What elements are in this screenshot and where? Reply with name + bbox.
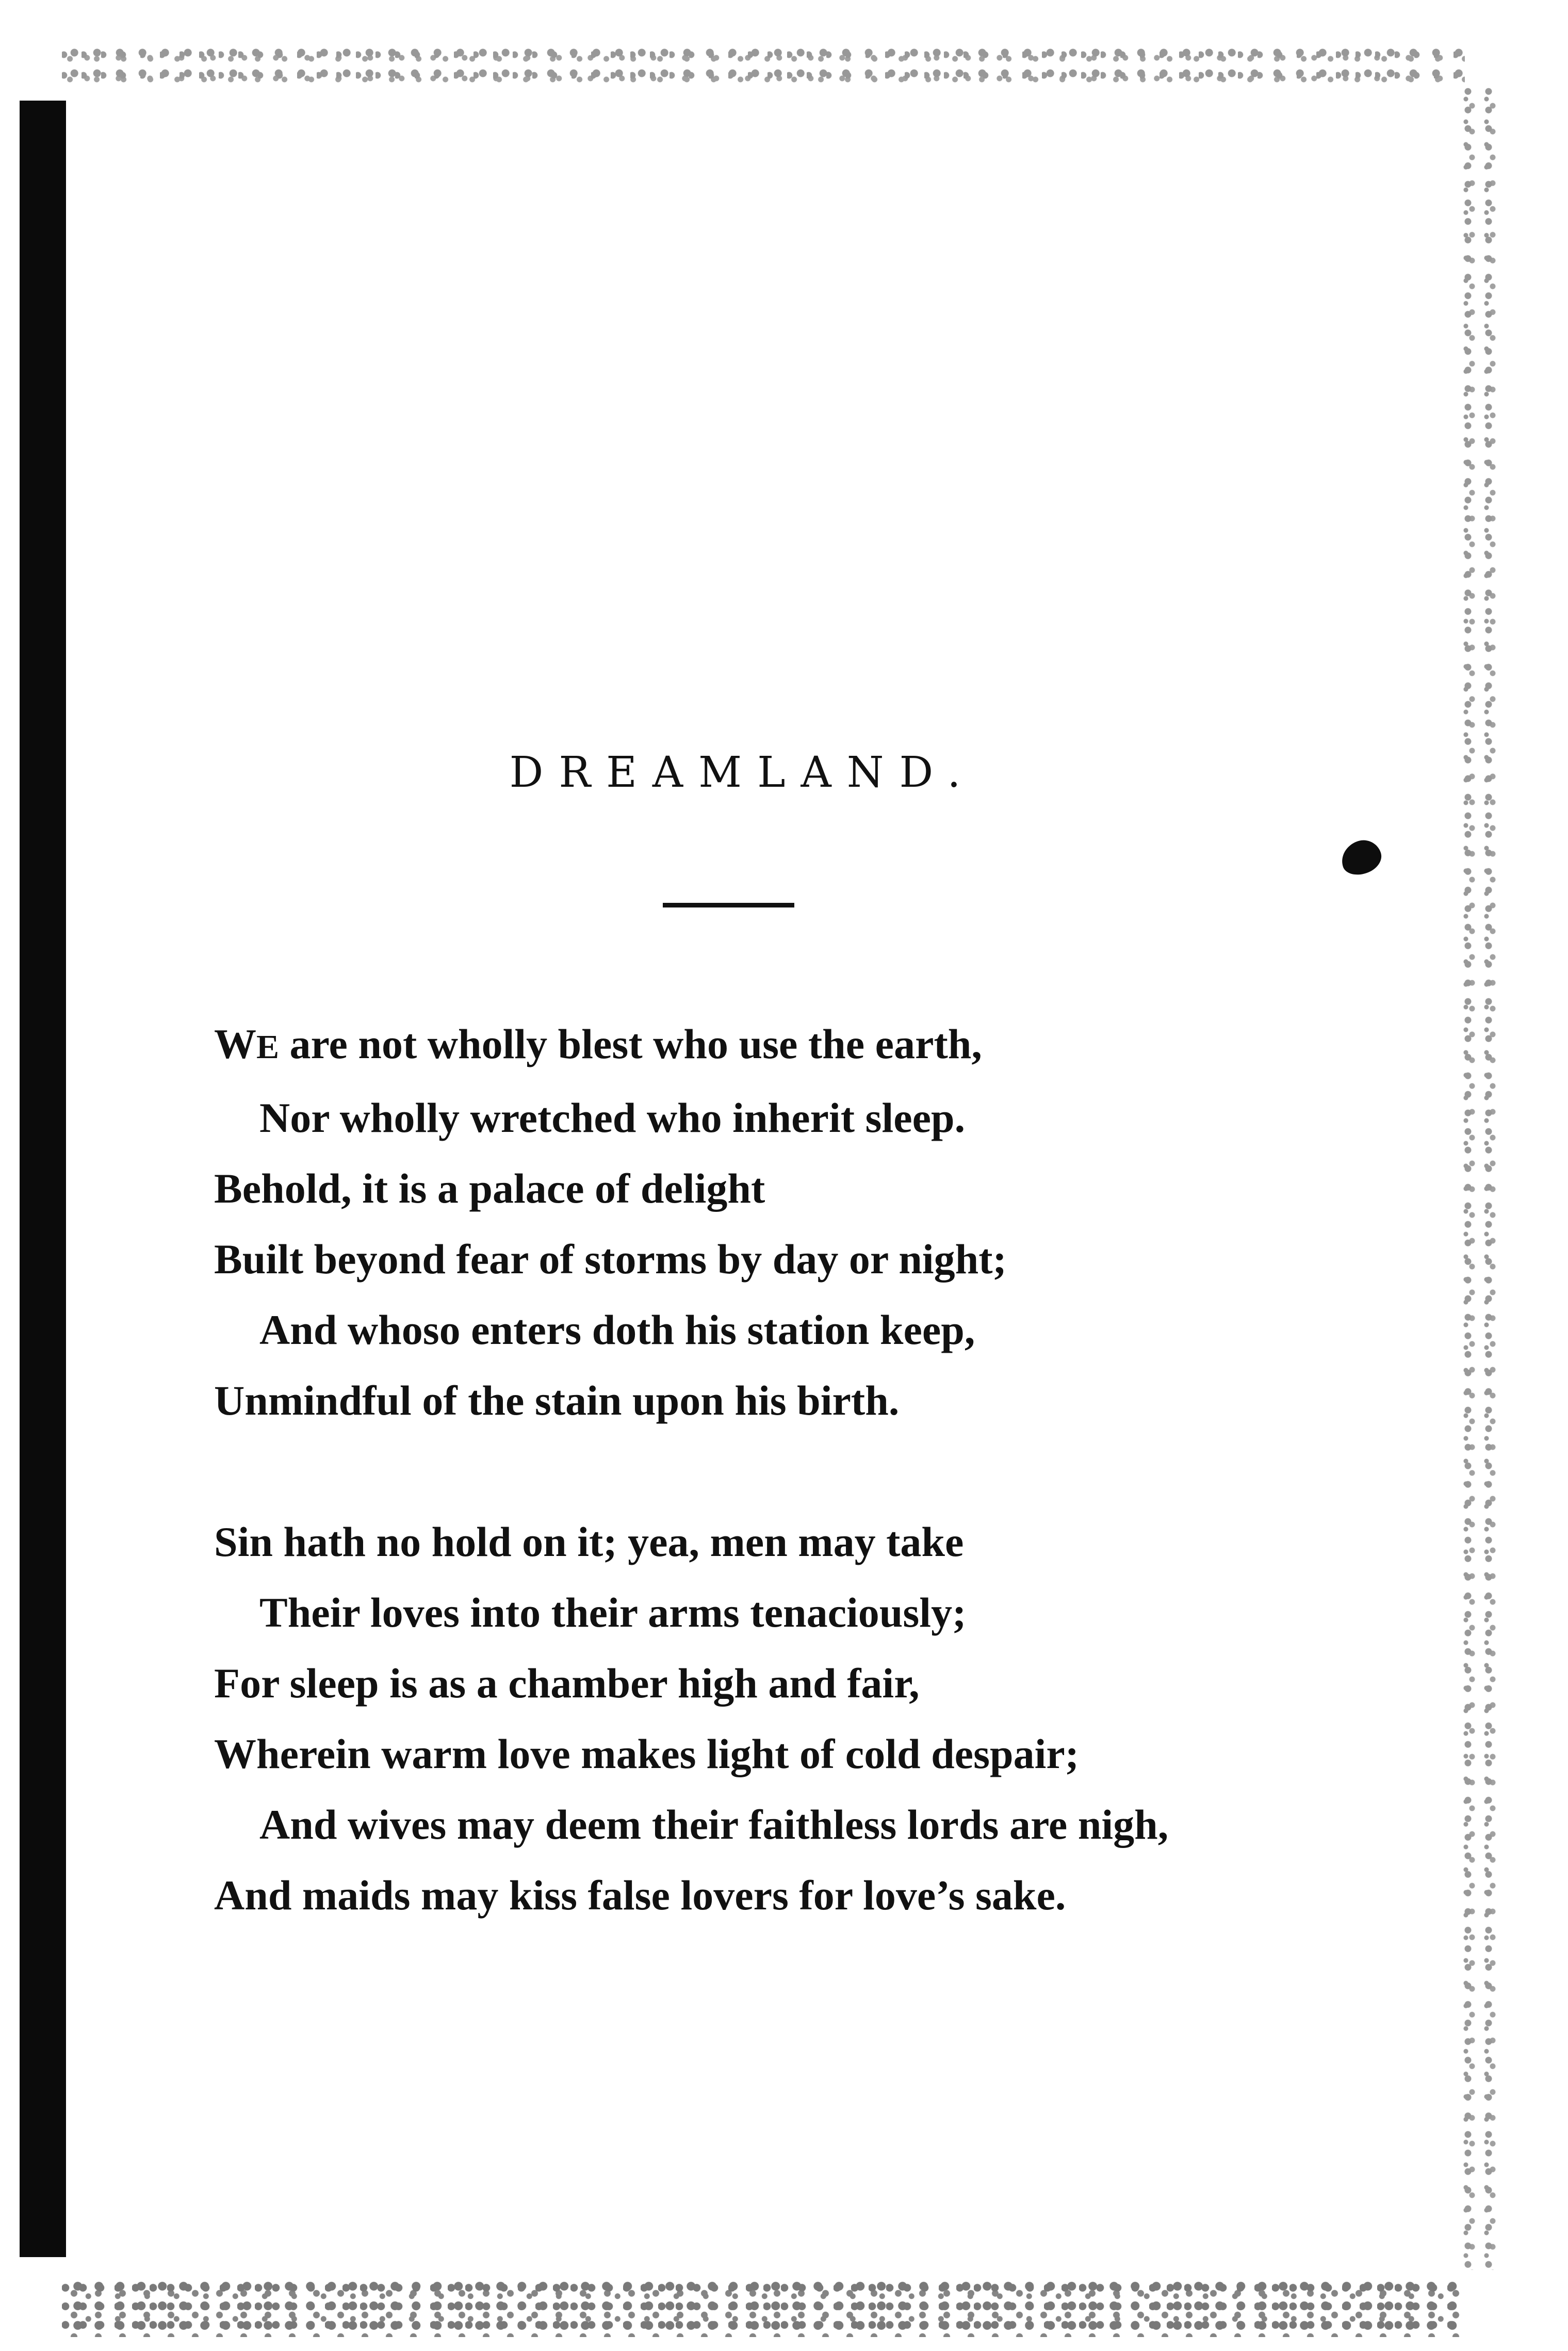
drop-letter: W <box>214 1020 256 1067</box>
poem-line: Their loves into their arms tenaciously; <box>259 1589 967 1636</box>
poem-line: Nor wholly wretched who inherit sleep. <box>259 1094 966 1141</box>
poem-title: DREAMLAND. <box>509 748 976 797</box>
page-edge-right <box>1460 88 1501 2270</box>
poem-line: And wives may deem their faithless lords are nigh, <box>259 1801 1169 1848</box>
line-text: are not wholly blest who use the earth, <box>279 1020 982 1067</box>
page-edge-top <box>62 46 1465 88</box>
poem-line: For sleep is as a chamber high and fair, <box>214 1660 920 1707</box>
poem-line: Wherein warm love makes light of cold despair; <box>214 1730 1080 1777</box>
stanza-1 <box>214 1009 1349 1436</box>
poem-line: Behold, it is a palace of delight <box>214 1165 765 1212</box>
title-rule <box>663 903 794 907</box>
page-binding-shadow <box>20 101 66 2257</box>
poem-line: Unmindful of the stain upon his birth. <box>214 1377 900 1424</box>
ink-blot <box>1337 836 1385 880</box>
poem-body <box>214 1009 1349 2001</box>
stanza-2 <box>214 1506 1349 1931</box>
poem-line <box>214 1009 1349 1082</box>
poem-line: Built beyond fear of storms by day or night; <box>214 1236 1007 1283</box>
small-caps-letter: E <box>256 1028 280 1066</box>
page-edge-bottom <box>62 2280 1465 2337</box>
poem-line: And maids may kiss false lovers for love’s sake. <box>214 1872 1066 1919</box>
poem-line: Sin hath no hold on it; yea, men may take <box>214 1518 964 1565</box>
poem-line: And whoso enters doth his station keep, <box>259 1306 975 1353</box>
